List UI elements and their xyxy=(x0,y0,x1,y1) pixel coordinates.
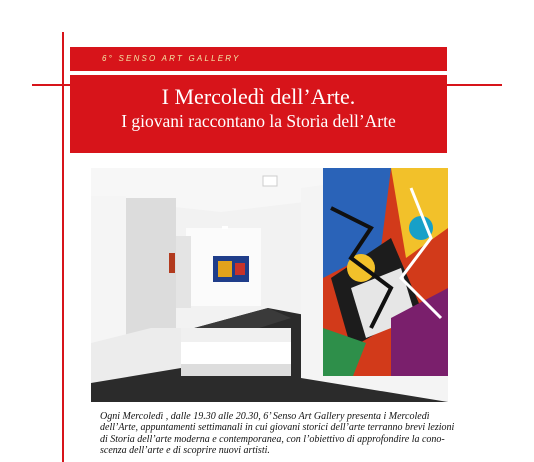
gallery-name: 6° SENSO ART GALLERY xyxy=(102,54,241,63)
description-line: dell’Arte, appuntamenti settimanali in cui giovani storici dell’arte terranno brevi lezioni xyxy=(100,422,455,434)
page-title: I Mercoledì dell’Arte. xyxy=(161,84,356,109)
description-line: di Storia dell’arte moderna e contemporanea, con l’obiettivo di approfondire la cono- xyxy=(100,433,445,445)
page-subtitle: I giovani raccontano la Storia dell’Arte xyxy=(121,111,396,131)
description-line: scenza dell’arte e di scoprire nuovi artisti. xyxy=(100,444,270,456)
red-vertical-rule xyxy=(62,32,64,462)
gallery-photo-svg xyxy=(91,168,448,402)
description-line: Ogni Mercoledì , dalle 19.30 alle 20.30, 6’ Senso Art Gallery presenta i Mercoledì xyxy=(100,411,430,422)
title-banner xyxy=(70,75,447,153)
event-description xyxy=(100,411,465,456)
gallery-interior-image xyxy=(91,168,448,402)
gallery-name-banner xyxy=(70,47,447,71)
